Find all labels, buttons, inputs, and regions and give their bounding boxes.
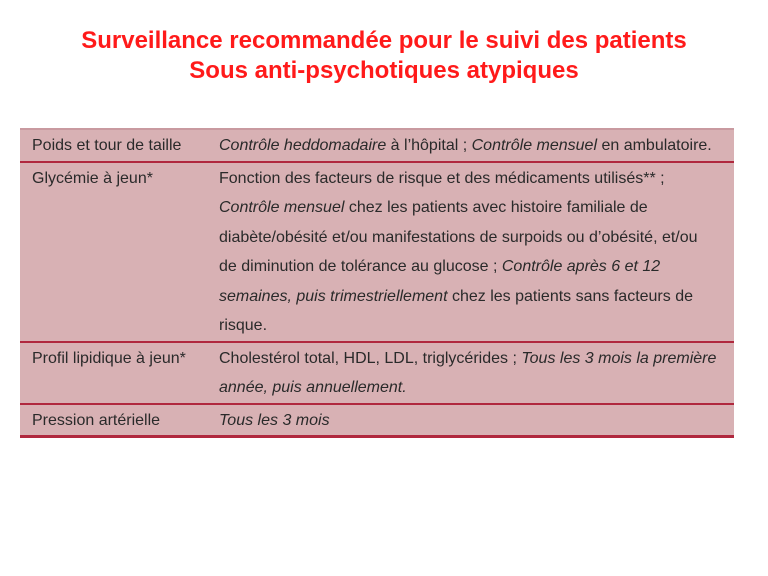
row-label: Poids et tour de taille [32,137,182,154]
value-segment: Tous les 3 mois la première année, puis annuellement. [219,349,717,396]
value-segment: Contrôle heddomadaire [219,137,387,154]
value-segment: Contrôle mensuel [471,137,598,154]
slide-title [0,26,768,86]
value-segment: en ambulatoire. [597,137,712,154]
monitoring-table [20,128,734,438]
table-row [20,161,734,341]
table-row [20,403,734,436]
table-row [20,341,734,403]
row-value [219,406,719,436]
row-label: Glycémie à jeun* [32,169,153,187]
row-label: Pression artérielle [32,411,161,429]
table-row [20,128,734,161]
row-value [219,131,719,161]
row-value [219,344,719,403]
row-value [219,164,719,341]
value-segment: Contrôle mensuel [219,199,345,216]
value-segment: Cholestérol total, HDL, LDL, triglycérides ; [219,349,522,367]
title-line-2: Sous anti-psychotiques atypiques [189,57,579,84]
value-segment: chez les patients avec histoire familiale de diabète/obésité et/ou manifestations de surpoids ou d’obésité, et/ou de diminution de tolérance au glucose ; [219,199,698,275]
title-line-1: Surveillance recommandée pour le suivi des patients [81,27,687,54]
value-segment: chez les patients sans facteurs de risque. [219,287,693,334]
value-segment: à l’hôpital ; [386,137,472,154]
row-label: Profil lipidique à jeun* [32,349,186,367]
value-segment: Contrôle après 6 et 12 semaines, puis trimestriellement [219,258,661,305]
value-segment: Fonction des facteurs de risque et des médicaments utilisés** ; [219,169,665,187]
value-segment: Tous les 3 mois [219,411,330,429]
